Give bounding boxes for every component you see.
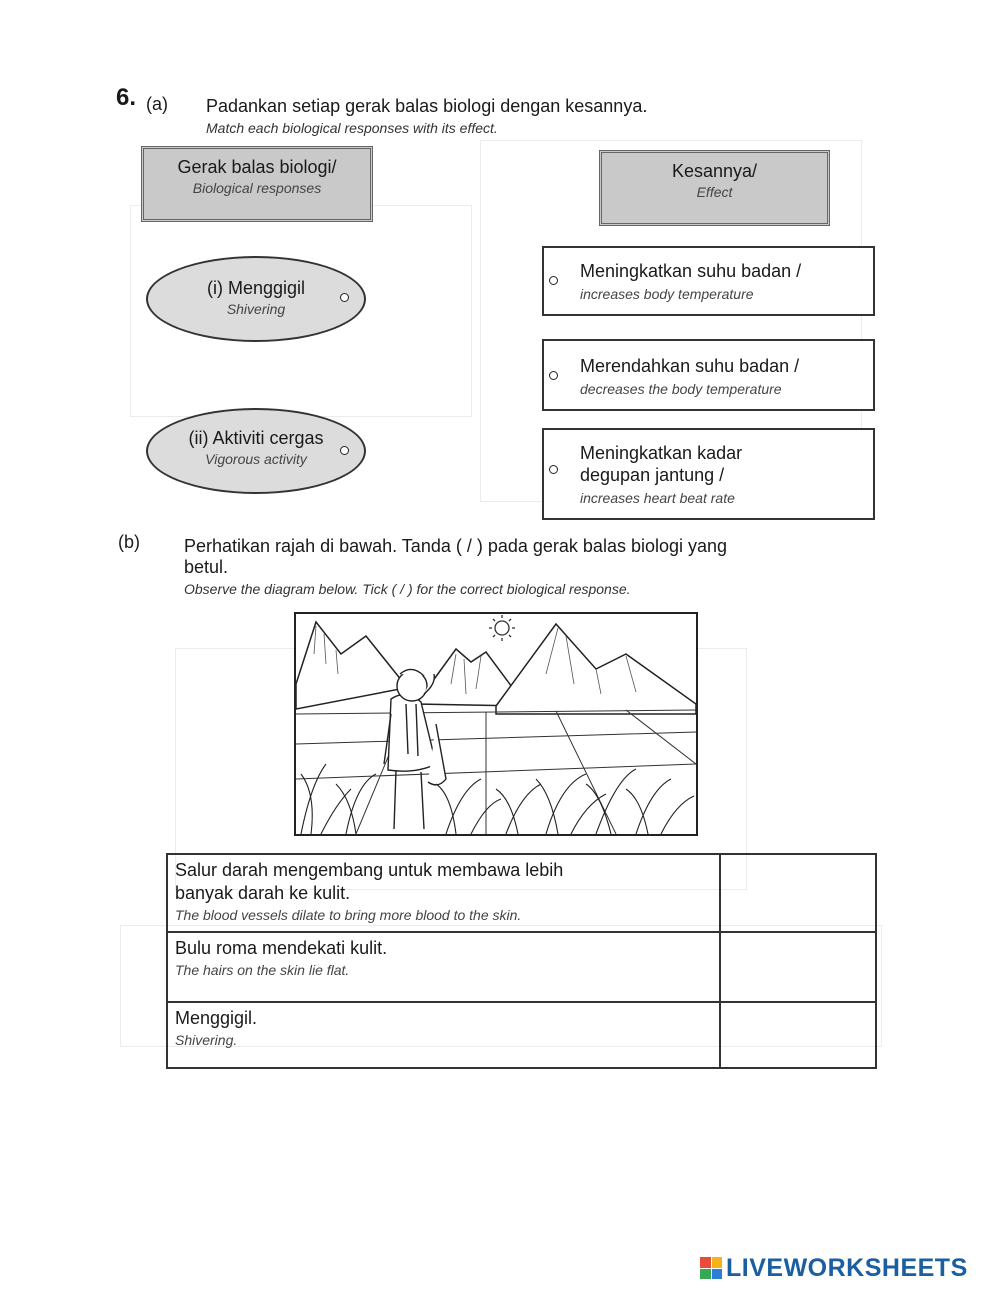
match-point-response-2[interactable] <box>340 446 349 455</box>
match-point-effect-2[interactable] <box>549 371 558 380</box>
table-row <box>167 932 876 1002</box>
right-header-box <box>599 150 830 226</box>
part-a-instruction-en: Match each biological responses with its effect. <box>206 120 498 136</box>
effect-box-decrease-temp <box>542 339 875 411</box>
left-header-sub: Biological responses <box>192 180 322 196</box>
cold-mountain-scene <box>294 612 698 836</box>
part-a-label: (a) <box>146 94 168 114</box>
tick-cell-1[interactable] <box>720 854 876 932</box>
part-b-label: (b) <box>118 532 140 552</box>
tick-cell-3[interactable] <box>720 1002 876 1068</box>
response-oval-shivering <box>146 256 366 342</box>
table-row <box>167 1002 876 1068</box>
effect-sub: decreases the body temperature <box>580 381 782 397</box>
statement-cell <box>167 854 720 932</box>
effect-sub: increases heart beat rate <box>580 490 735 506</box>
statement-main: Bulu roma mendekati kulit. <box>175 938 388 958</box>
liveworksheets-brand <box>700 1254 968 1282</box>
right-header-main: Kesannya/ <box>671 161 758 181</box>
table-row <box>167 854 876 932</box>
statement-main-line2: banyak darah ke kulit. <box>175 883 351 903</box>
part-a-instruction: Padankan setiap gerak balas biologi dengan kesannya. <box>206 96 648 116</box>
statement-sub: Shivering. <box>175 1032 238 1048</box>
statement-main: Menggigil. <box>175 1008 258 1028</box>
effect-main: Meningkatkan suhu badan / <box>580 261 802 281</box>
response-sub: Vigorous activity <box>205 451 307 467</box>
sun-icon <box>489 615 515 641</box>
field-lines <box>296 710 696 834</box>
statement-sub: The blood vessels dilate to bring more blood to the skin. <box>175 907 522 923</box>
effect-sub: increases body temperature <box>580 286 754 302</box>
statement-cell <box>167 932 720 1002</box>
response-oval-vigorous-activity <box>146 408 366 494</box>
effect-main: Merendahkan suhu badan / <box>580 356 800 376</box>
tick-cell-2[interactable] <box>720 932 876 1002</box>
question-number: 6. <box>116 84 137 111</box>
part-b-instruction-1: Perhatikan rajah di bawah. Tanda ( / ) pada gerak balas biologi yang <box>184 536 728 556</box>
part-b-instruction-2: betul. <box>184 557 229 577</box>
left-header-main: Gerak balas biologi/ <box>177 157 337 177</box>
statement-main-line1: Salur darah mengembang untuk membawa lebih <box>175 860 564 880</box>
effect-box-heart-rate <box>542 428 875 520</box>
right-header-sub: Effect <box>696 184 733 200</box>
left-header-box <box>141 146 373 222</box>
response-main: (ii) Aktiviti cergas <box>188 428 324 448</box>
effect-box-increase-temp <box>542 246 875 316</box>
match-point-effect-1[interactable] <box>549 276 558 285</box>
statement-sub: The hairs on the skin lie flat. <box>175 962 350 978</box>
effect-main-line1: Meningkatkan kadar <box>580 443 743 463</box>
response-main: (i) Menggigil <box>206 278 306 298</box>
liveworksheets-logo-icon <box>700 1257 722 1279</box>
match-point-response-1[interactable] <box>340 293 349 302</box>
match-point-effect-3[interactable] <box>549 465 558 474</box>
scene-drawing <box>296 614 696 834</box>
statement-cell <box>167 1002 720 1068</box>
mountains <box>296 622 696 714</box>
effect-main-line2: degupan jantung / <box>580 465 725 485</box>
brand-name: LIVEWORKSHEETS <box>726 1253 968 1282</box>
response-sub: Shivering <box>226 301 286 317</box>
tick-table <box>166 853 877 1069</box>
part-b-instruction-en: Observe the diagram below. Tick ( / ) for the correct biological response. <box>184 581 631 597</box>
